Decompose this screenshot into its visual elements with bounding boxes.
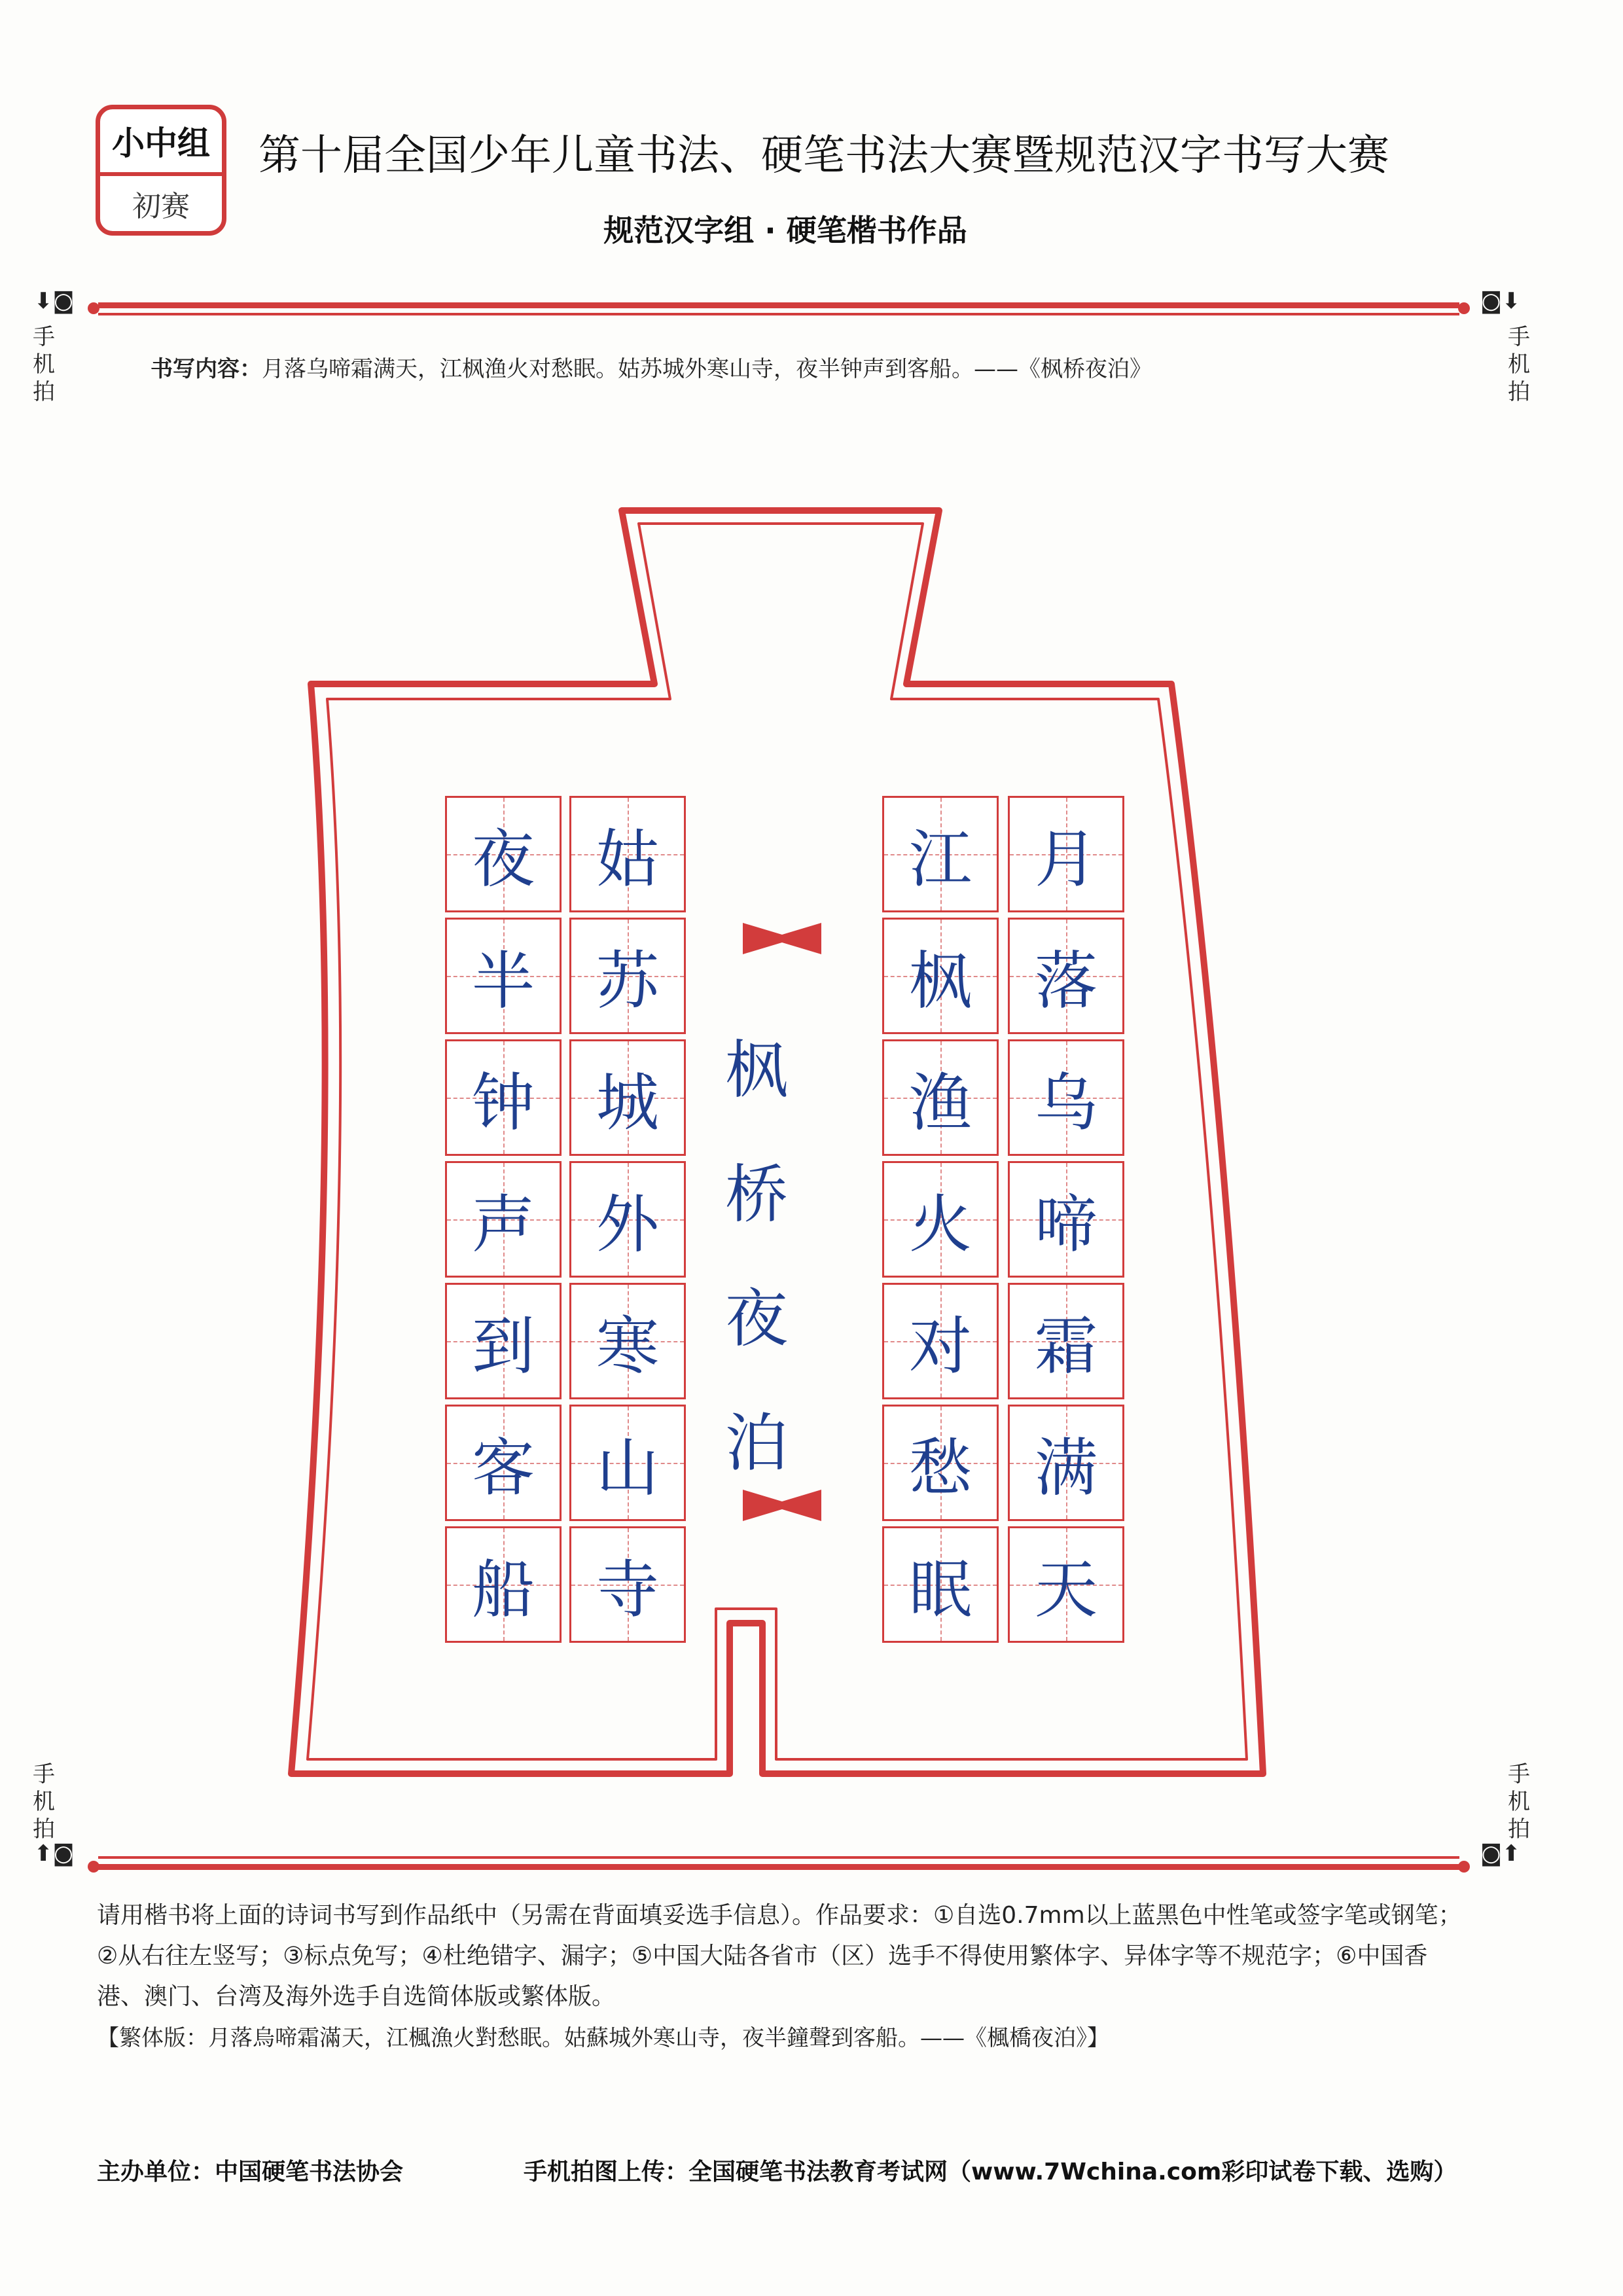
arrow-up-camera-icon: ⬆◙ <box>34 1840 75 1867</box>
grid-cell: 月 <box>1008 796 1124 912</box>
side-label-bottom-left: 手机拍 <box>33 1761 55 1842</box>
poem-title: 枫 桥 夜 泊 <box>725 1033 788 1480</box>
grid-cell: 苏 <box>569 918 686 1034</box>
grid-cell: 枫 <box>882 918 999 1034</box>
grid-cell: 愁 <box>882 1405 999 1521</box>
grid-cell: 客 <box>445 1405 562 1521</box>
poem-column-4 <box>445 796 563 1648</box>
camera-arrow-down-icon: ◙⬇ <box>1480 288 1521 314</box>
upload-info: 手机拍图上传：全国硬笔书法教育考试网（www.7Wchina.com彩印试卷下载、选购） <box>524 2159 1457 2185</box>
bottom-rule-thick <box>98 1864 1459 1870</box>
poem-column-3 <box>569 796 687 1648</box>
poem-column-2 <box>882 796 1000 1648</box>
writing-content-text: 月落乌啼霜满天，江枫渔火对愁眠。姑苏城外寒山寺，夜半钟声到客船。——《枫桥夜泊》 <box>262 356 1152 382</box>
grid-cell: 火 <box>882 1161 999 1278</box>
grid-cell: 对 <box>882 1283 999 1399</box>
grid-cell: 寺 <box>569 1526 686 1643</box>
grid-cell: 渔 <box>882 1039 999 1156</box>
poem-column-1 <box>1008 796 1126 1648</box>
title-banner-bottom <box>743 1490 821 1521</box>
grid-cell: 钟 <box>445 1039 562 1156</box>
camera-arrow-up-icon: ◙⬆ <box>1480 1840 1521 1867</box>
grid-cell: 江 <box>882 796 999 912</box>
instructions: 请用楷书将上面的诗词书写到作品纸中（另需在背面填妥选手信息）。作品要求：①自选0.7mm以上蓝黑色中性笔或签字笔或钢笔；②从右往左竖写；③标点免写；④杜绝错字、漏字；⑤中国大陆各省市（区）选手不得使用繁体字、异体字等不规范字；⑥中国香港、澳门、台湾及海外选手自选简体版或繁体版。 <box>97 1902 1462 2010</box>
grid-cell: 啼 <box>1008 1161 1124 1278</box>
grid-cell: 落 <box>1008 918 1124 1034</box>
grid-cell: 到 <box>445 1283 562 1399</box>
grid-cell: 船 <box>445 1526 562 1643</box>
organizer: 主办单位：中国硬笔书法协会 <box>97 2159 404 2185</box>
grid-cell: 外 <box>569 1161 686 1278</box>
stage-label: 初赛 <box>132 190 190 223</box>
page-title: 第十届全国少年儿童书法、硬笔书法大赛暨规范汉字书写大赛 <box>259 132 1389 180</box>
grid-cell: 城 <box>569 1039 686 1156</box>
traditional-version: 【繁体版：月落烏啼霜滿天，江楓漁火對愁眠。姑蘇城外寒山寺，夜半鐘聲到客船。——《楓橋夜泊》】 <box>97 2025 1109 2051</box>
grid-cell: 眠 <box>882 1526 999 1643</box>
grid-cell: 山 <box>569 1405 686 1521</box>
arrow-down-camera-icon: ⬇◙ <box>34 288 75 314</box>
page-subtitle: 规范汉字组 · 硬笔楷书作品 <box>603 213 967 248</box>
grid-cell: 姑 <box>569 796 686 912</box>
title-banner-top <box>743 923 821 954</box>
grid-cell: 霜 <box>1008 1283 1124 1399</box>
grid-cell: 夜 <box>445 796 562 912</box>
group-label: 小中组 <box>100 109 222 176</box>
side-label-top-right: 手机拍 <box>1508 324 1530 405</box>
bottom-left-rule-dot <box>88 1861 99 1873</box>
writing-content-label: 书写内容： <box>151 356 262 382</box>
side-label-top-left: 手机拍 <box>33 324 55 405</box>
grid-cell: 天 <box>1008 1526 1124 1643</box>
grid-cell: 乌 <box>1008 1039 1124 1156</box>
grid-cell: 寒 <box>569 1283 686 1399</box>
bottom-right-rule-dot <box>1458 1861 1470 1873</box>
grid-cell: 满 <box>1008 1405 1124 1521</box>
side-label-bottom-right: 手机拍 <box>1508 1761 1530 1842</box>
grid-cell: 声 <box>445 1161 562 1278</box>
grid-cell: 半 <box>445 918 562 1034</box>
bottom-rule-thin <box>98 1856 1459 1859</box>
